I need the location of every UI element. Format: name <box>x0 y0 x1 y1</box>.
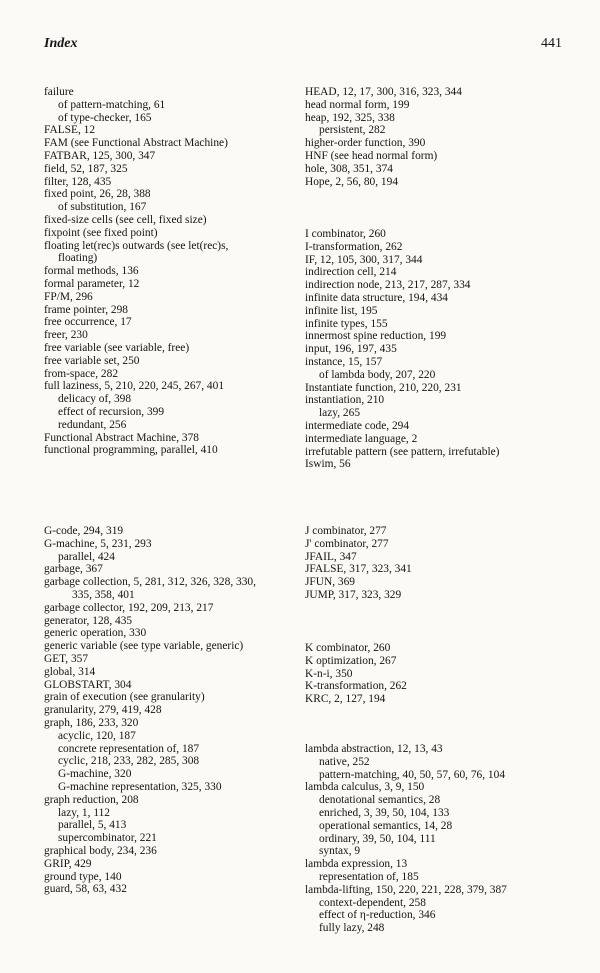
index-subentry: 335, 358, 401 <box>72 588 135 601</box>
index-subentry: floating) <box>58 252 98 265</box>
index-entry: generic variable (see type variable, generic) <box>44 640 244 653</box>
index-entry: KRC, 2, 127, 194 <box>305 693 386 706</box>
index-entry: filter, 128, 435 <box>44 175 112 188</box>
index-entry: fixed-size cells (see cell, fixed size) <box>44 213 207 226</box>
index-entry: garbage, 367 <box>44 563 103 576</box>
index-entry: G-machine, 5, 231, 293 <box>44 537 152 550</box>
index-entry: generator, 128, 435 <box>44 614 133 627</box>
index-entry: GET, 357 <box>44 652 89 665</box>
index-subentry: G-machine, 320 <box>58 768 132 781</box>
page-header <box>44 36 562 56</box>
index-entry: I combinator, 260 <box>305 228 386 240</box>
index-entry: K-transformation, 262 <box>305 680 407 693</box>
index-entry: failure <box>44 86 74 98</box>
index-entry: lambda-lifting, 150, 220, 221, 228, 379, 387 <box>305 883 507 896</box>
index-subentry: enriched, 3, 39, 50, 104, 133 <box>319 806 450 819</box>
index-entry: indirection cell, 214 <box>305 266 397 279</box>
index-entry: FAM (see Functional Abstract Machine) <box>44 137 228 150</box>
index-subentry: lazy, 1, 112 <box>58 806 110 819</box>
index-entry: graphical body, 234, 236 <box>44 844 157 857</box>
index-entry: free variable (see variable, free) <box>44 341 190 354</box>
index-entry: formal parameter, 12 <box>44 277 140 290</box>
index-subentry: of substitution, 167 <box>58 201 147 214</box>
index-subentry: operational semantics, 14, 28 <box>319 819 453 832</box>
index-entry: garbage collection, 5, 281, 312, 326, 328, 330, <box>44 576 256 589</box>
index-block <box>305 525 575 602</box>
index-block <box>305 642 575 706</box>
index-entry: lambda calculus, 3, 9, 150 <box>305 781 425 794</box>
index-entry: granularity, 279, 419, 428 <box>44 704 162 717</box>
index-entry: infinite data structure, 194, 434 <box>305 291 448 304</box>
index-entry: Instantiate function, 210, 220, 231 <box>305 381 462 394</box>
index-entry: ground type, 140 <box>44 870 122 883</box>
index-entry: JFAIL, 347 <box>305 550 357 563</box>
index-entry: indirection node, 213, 217, 287, 334 <box>305 279 471 292</box>
index-entry: lambda abstraction, 12, 13, 43 <box>305 743 443 755</box>
index-entry: FP/M, 296 <box>44 290 93 303</box>
index-subentry: persistent, 282 <box>319 124 386 137</box>
index-subentry: parallel, 424 <box>58 550 115 563</box>
index-entry: heap, 192, 325, 338 <box>305 111 395 124</box>
index-entry: FALSE, 12 <box>44 124 96 137</box>
index-subentry: supercombinator, 221 <box>58 832 157 845</box>
index-subentry: cyclic, 218, 233, 282, 285, 308 <box>58 755 200 768</box>
index-subentry: pattern-matching, 40, 50, 57, 60, 76, 104 <box>319 768 506 781</box>
index-subentry: ordinary, 39, 50, 104, 111 <box>319 832 436 845</box>
index-entry: input, 196, 197, 435 <box>305 343 397 356</box>
index-entry: JUMP, 317, 323, 329 <box>305 588 402 601</box>
index-entry: lambda expression, 13 <box>305 858 408 871</box>
index-subentry: effect of recursion, 399 <box>58 405 165 418</box>
index-entry: floating let(rec)s outwards (see let(rec)s, <box>44 239 229 252</box>
index-entry: infinite types, 155 <box>305 317 388 330</box>
index-entry: GLOBSTART, 304 <box>44 678 132 691</box>
index-entry: I-transformation, 262 <box>305 240 403 253</box>
index-entry: J' combinator, 277 <box>305 537 389 550</box>
index-subentry: effect of η-reduction, 346 <box>319 909 436 922</box>
index-entry: J combinator, 277 <box>305 525 387 537</box>
index-entry: global, 314 <box>44 665 96 678</box>
index-block <box>305 228 575 471</box>
index-entry: graph reduction, 208 <box>44 793 139 806</box>
index-subentry: delicacy of, 398 <box>58 393 132 406</box>
index-entry: irrefutable pattern (see pattern, irrefutable) <box>305 445 500 458</box>
index-subentry: concrete representation of, 187 <box>58 742 200 755</box>
index-entry: Iswim, 56 <box>305 458 351 471</box>
index-entry: K combinator, 260 <box>305 642 391 654</box>
index-entry: K-n-i, 350 <box>305 667 353 680</box>
index-entry: innermost spine reduction, 199 <box>305 330 447 343</box>
index-subentry: parallel, 5, 413 <box>58 819 127 832</box>
index-entry: head normal form, 199 <box>305 98 410 111</box>
index-entry: fixed point, 26, 28, 388 <box>44 188 151 201</box>
index-entry: instance, 15, 157 <box>305 355 383 368</box>
index-subentry: redundant, 256 <box>58 418 127 431</box>
index-subentry: denotational semantics, 28 <box>319 794 441 807</box>
index-entry: formal methods, 136 <box>44 265 139 278</box>
index-entry: JFALSE, 317, 323, 341 <box>305 563 412 576</box>
index-subentry: of type-checker, 165 <box>58 111 152 124</box>
index-entry: graph, 186, 233, 320 <box>44 716 139 729</box>
running-title: Index <box>44 36 78 51</box>
index-entry: from-space, 282 <box>44 367 119 380</box>
index-entry: field, 52, 187, 325 <box>44 162 128 175</box>
index-subentry: context-dependent, 258 <box>319 896 426 909</box>
index-entry: free variable set, 250 <box>44 354 140 367</box>
index-subentry: fully lazy, 248 <box>319 922 385 935</box>
index-block <box>44 525 306 896</box>
index-block <box>305 86 575 188</box>
index-subentry: syntax, 9 <box>319 845 361 858</box>
index-subentry: lazy, 265 <box>319 407 361 420</box>
index-entry: FATBAR, 125, 300, 347 <box>44 149 156 162</box>
index-subentry: native, 252 <box>319 755 370 768</box>
index-entry: full laziness, 5, 210, 220, 245, 267, 401 <box>44 380 225 393</box>
index-entry: HNF (see head normal form) <box>305 149 438 162</box>
index-entry: Hope, 2, 56, 80, 194 <box>305 175 399 188</box>
index-entry: JFUN, 369 <box>305 576 356 589</box>
index-entry: HEAD, 12, 17, 300, 316, 323, 344 <box>305 86 462 98</box>
index-entry: garbage collector, 192, 209, 213, 217 <box>44 601 214 614</box>
index-entry: higher-order function, 390 <box>305 137 426 150</box>
index-block <box>305 743 575 935</box>
page-number: 441 <box>541 36 562 51</box>
index-subentry: G-machine representation, 325, 330 <box>58 780 222 793</box>
index-entry: freer, 230 <box>44 329 88 342</box>
index-subentry: representation of, 185 <box>319 870 419 883</box>
index-entry: hole, 308, 351, 374 <box>305 162 393 175</box>
index-entry: guard, 58, 63, 432 <box>44 883 127 896</box>
index-subentry: of pattern-matching, 61 <box>58 98 166 111</box>
index-entry: fixpoint (see fixed point) <box>44 226 158 239</box>
index-entry: Functional Abstract Machine, 378 <box>44 431 200 444</box>
index-entry: functional programming, parallel, 410 <box>44 444 218 457</box>
index-entry: K optimization, 267 <box>305 654 397 667</box>
index-entry: grain of execution (see granularity) <box>44 691 205 704</box>
index-entry: intermediate language, 2 <box>305 432 418 445</box>
index-block <box>44 86 306 457</box>
index-entry: generic operation, 330 <box>44 627 147 640</box>
index-entry: IF, 12, 105, 300, 317, 344 <box>305 253 423 266</box>
index-entry: instantiation, 210 <box>305 394 385 407</box>
index-entry: free occurrence, 17 <box>44 316 132 329</box>
index-entry: infinite list, 195 <box>305 304 378 317</box>
index-entry: GRIP, 429 <box>44 857 92 870</box>
index-subentry: acyclic, 120, 187 <box>58 729 136 742</box>
index-entry: G-code, 294, 319 <box>44 525 124 537</box>
index-subentry: of lambda body, 207, 220 <box>319 368 436 381</box>
index-entry: intermediate code, 294 <box>305 419 410 432</box>
index-entry: frame pointer, 298 <box>44 303 128 316</box>
